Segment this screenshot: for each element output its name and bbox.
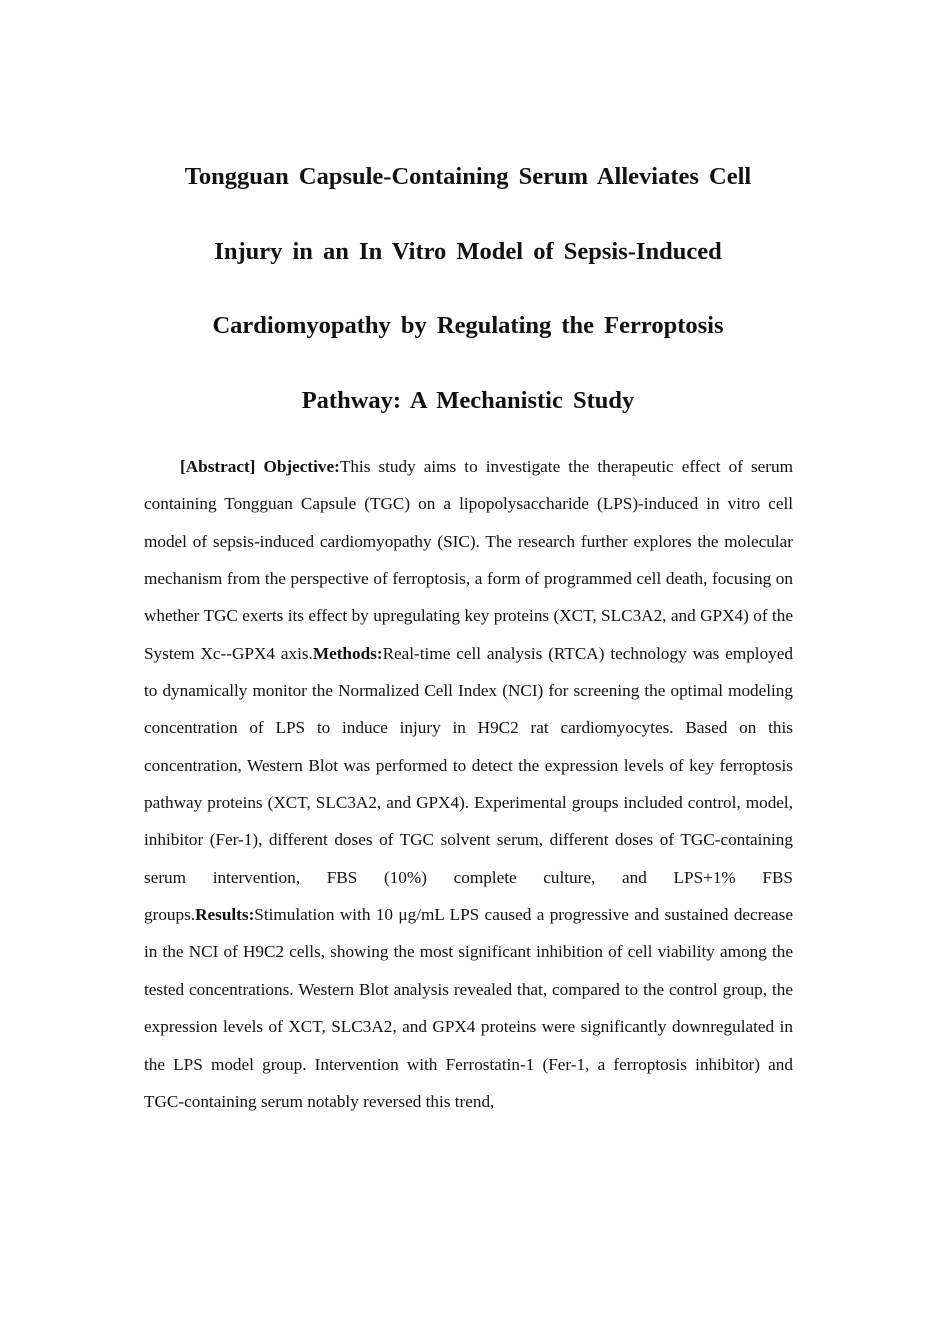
abstract-paragraph bbox=[144, 448, 793, 1120]
title-line-1: Tongguan Capsule-Containing Serum Alleviates Cell bbox=[184, 163, 752, 190]
paper-title bbox=[130, 140, 806, 438]
results-text: Stimulation with 10 μg/mL LPS caused a progressive and sustained decrease in the NCI of H9C2 cells, showing the most significant inhibition of cell viability among the tested concentrations. Western Blot analysis revealed that, compared to the control group, the expression levels of XCT, SLC3A2, and GPX4 proteins were significantly downregulated in the LPS model group. Intervention with Ferrostatin-1 (Fer-1, a ferroptosis inhibitor) and TGC-containing serum notably reversed this trend, bbox=[144, 905, 793, 1111]
title-line-4: Pathway: A Mechanistic Study bbox=[301, 386, 635, 414]
methods-text: Real-time cell analysis (RTCA) technology was employed to dynamically monitor the Normalized Cell Index (NCI) for screening the optimal modeling concentration of LPS to induce injury in H9C2 rat cardiomyocytes. Based on this concentration, Western Blot was performed to detect the expression levels of key ferroptosis pathway proteins (XCT, SLC3A2, and GPX4). Experimental groups included control, model, inhibitor (Fer-1), different doses of TGC solvent serum, different doses of TGC-containing serum intervention, FBS (10%) complete culture, and LPS+1% FBS groups. bbox=[144, 643, 793, 925]
objective-heading: Objective: bbox=[263, 457, 340, 476]
methods-heading: Methods: bbox=[312, 643, 383, 663]
abstract-label: [Abstract] bbox=[180, 457, 264, 476]
objective-text: This study aims to investigate the therapeutic effect of serum containing Tongguan Capsule (TGC) on a lipopolysaccharide (LPS)-induced in vitro cell model of sepsis-induced cardiomyopathy (SIC). The research further explores the molecular mechanism from the perspective of ferroptosis, a form of programmed cell death, focusing on whether TGC exerts its effect by upregulating key proteins (XCT, SLC3A2, and GPX4) of the System Xc--GPX4 axis. bbox=[144, 457, 793, 663]
results-heading: Results: bbox=[195, 905, 255, 925]
title-line-3: Cardiomyopathy by Regulating the Ferroptosis bbox=[212, 312, 724, 340]
title-line-2: Injury in an In Vitro Model of Sepsis-Induced bbox=[214, 237, 722, 265]
